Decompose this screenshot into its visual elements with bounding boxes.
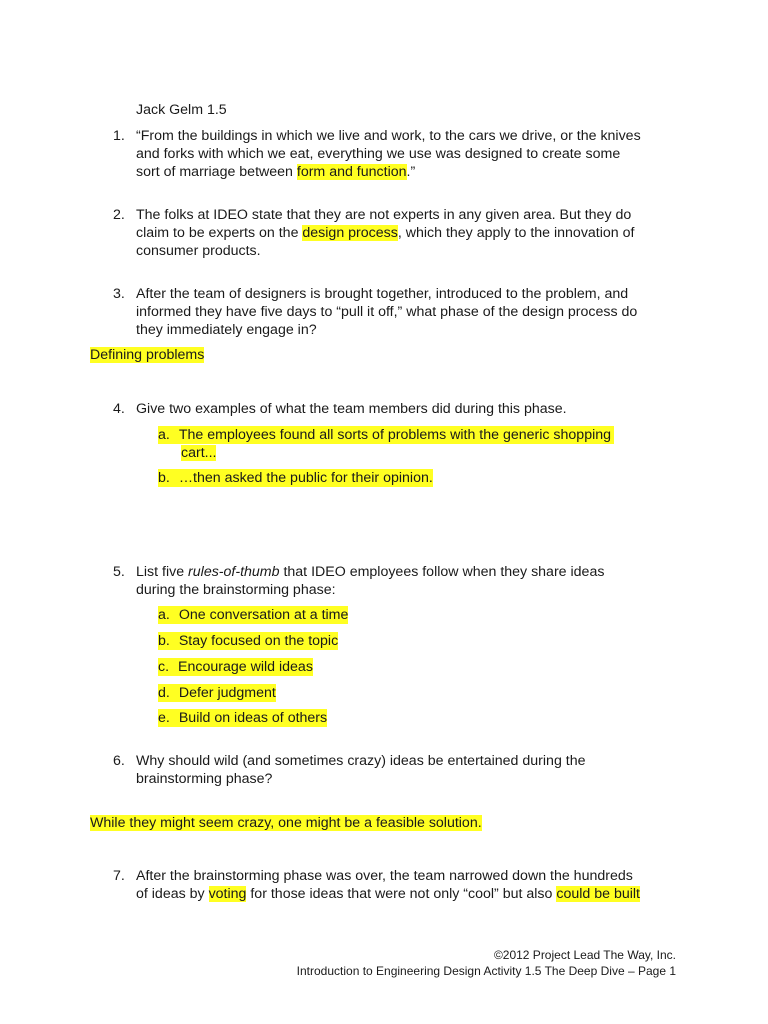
emphasized-text: rules-of-thumb (188, 564, 280, 580)
text-run: that IDEO employees follow when they share ideas (279, 564, 605, 580)
answer-continuation (181, 444, 216, 462)
highlighted-answer: voting (208, 886, 247, 902)
answer-item (158, 469, 433, 487)
question-text: brainstorming phase? (136, 771, 273, 787)
question-text: Why should wild (and sometimes crazy) ideas be entertained during the (136, 753, 586, 769)
text-run: sort of marriage between (136, 164, 297, 180)
question-text: After the team of designers is brought together, introduced to the problem, and (136, 286, 629, 302)
question-number: 4. (113, 401, 125, 417)
answer-text: The employees found all sorts of problems with the generic shopping (178, 427, 612, 443)
question-text (136, 563, 604, 581)
text-run: for those ideas that were not only “cool” but also (246, 886, 557, 902)
text-run: List five (136, 564, 189, 580)
question-number: 5. (113, 564, 125, 580)
author-heading: Jack Gelm 1.5 (136, 102, 227, 118)
answer-text: Stay focused on the topic (178, 633, 339, 649)
question-number: 2. (113, 207, 125, 223)
question-text: and forks with which we eat, everything we use was designed to create some (136, 146, 621, 162)
answer-item (158, 658, 313, 676)
highlighted-answer: could be built (556, 886, 640, 902)
answer-item (158, 426, 614, 444)
question-text (136, 885, 640, 903)
question-text (136, 163, 415, 181)
highlighted-answer: design process (302, 225, 398, 241)
answer-letter: d. (158, 685, 170, 701)
footer-copyright: ©2012 Project Lead The Way, Inc. (493, 948, 676, 962)
highlighted-answer: cart... (181, 445, 217, 461)
highlighted-answer: form and function (296, 164, 407, 180)
question-text: informed they have five days to “pull it off,” what phase of the design process do (136, 304, 638, 320)
answer-item (158, 632, 338, 650)
answer-letter: c. (158, 659, 170, 675)
question-text: After the brainstorming phase was over, the team narrowed down the hundreds (136, 868, 633, 884)
answer-item (158, 606, 348, 624)
answer-letter: a. (158, 607, 170, 623)
answer-item (158, 709, 327, 727)
question-number: 1. (113, 128, 125, 144)
question-text (136, 224, 634, 242)
answer-text (90, 814, 482, 832)
question-text: during the brainstorming phase: (136, 582, 336, 598)
question-text: they immediately engage in? (136, 322, 317, 338)
answer-letter: a. (158, 427, 170, 443)
answer-text: Encourage wild ideas (178, 659, 313, 675)
answer-letter: e. (158, 710, 170, 726)
question-number: 6. (113, 753, 125, 769)
text-run: of ideas by (136, 886, 209, 902)
question-text: The folks at IDEO state that they are not experts in any given area. But they do (136, 207, 632, 223)
question-text: Give two examples of what the team members did during this phase. (136, 401, 567, 417)
answer-item (158, 684, 276, 702)
answer-text: …then asked the public for their opinion. (178, 470, 433, 486)
answer-text: One conversation at a time (178, 607, 349, 623)
text-run: .” (406, 164, 416, 180)
answer-letter: b. (158, 470, 170, 486)
answer-text: Build on ideas of others (178, 710, 328, 726)
answer-letter: b. (158, 633, 170, 649)
highlighted-answer: While they might seem crazy, one might be a feasible solution. (90, 815, 482, 831)
question-number: 3. (113, 286, 125, 302)
highlighted-answer: Defining problems (90, 347, 205, 363)
text-run: , which they apply to the innovation of (397, 225, 635, 241)
answer-text: Defer judgment (178, 685, 276, 701)
question-text: consumer products. (136, 243, 261, 259)
answer-text (90, 346, 204, 364)
text-run: claim to be experts on the (136, 225, 303, 241)
footer-course-info: Introduction to Engineering Design Activity 1.5 The Deep Dive – Page 1 (296, 964, 676, 978)
question-text: “From the buildings in which we live and work, to the cars we drive, or the knives (136, 128, 641, 144)
question-number: 7. (113, 868, 125, 884)
